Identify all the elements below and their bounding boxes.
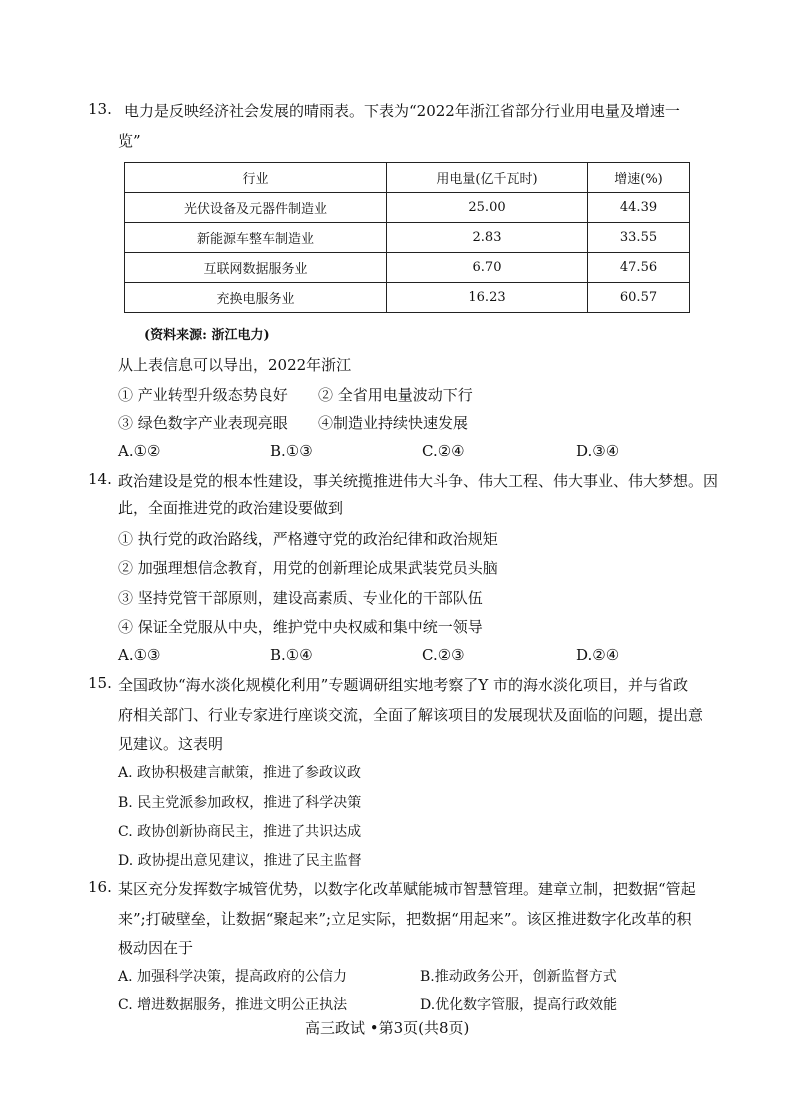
question-number: 13.	[88, 100, 112, 118]
statement-4: ④ 保证全党服从中央，维护党中央权威和集中统一领导	[118, 618, 483, 636]
option-d[interactable]: D.②④	[576, 646, 620, 664]
question-stem-cont: 府相关部门、行业专家进行座谈交流，全面了解该项目的发展现状及面临的问题，提出意	[118, 706, 704, 724]
option-b[interactable]: B.①③	[270, 442, 313, 460]
option-d[interactable]: D.③④	[576, 442, 620, 460]
question-stem-cont: 来”;打破壁垒，让数据“聚起来”;立足实际，把数据“用起来”。该区推进数字化改革的积	[118, 910, 692, 928]
table-header-row	[125, 163, 690, 193]
table-cell: 60.57	[588, 283, 690, 313]
table-cell: 25.00	[387, 193, 588, 223]
table-cell: 互联网数据服务业	[125, 253, 387, 283]
statement-3: ③ 坚持党管干部原则，建设高素质、专业化的干部队伍	[118, 589, 483, 607]
table-row	[125, 253, 690, 283]
data-source: (资料来源: 浙江电力)	[144, 328, 270, 343]
option-b[interactable]: B.①④	[270, 646, 313, 664]
question-number: 14.	[88, 470, 112, 488]
option-c[interactable]: C.②③	[422, 646, 465, 664]
table-cell: 47.56	[588, 253, 690, 283]
question-stem-cont: 极动因在于	[118, 939, 194, 957]
table-cell: 16.23	[387, 283, 588, 313]
electricity-table	[124, 162, 690, 313]
option-b[interactable]: B.推动政务公开，创新监督方式	[420, 969, 617, 985]
option-d[interactable]: D.优化数字管服，提高行政效能	[420, 997, 618, 1013]
question-stem: 某区充分发挥数字城管优势，以数字化改革赋能城市智慧管理。建章立制，把数据“管起	[118, 880, 696, 898]
option-a[interactable]: A. 加强科学决策，提高政府的公信力	[118, 969, 348, 985]
option-a[interactable]: A. 政协积极建言献策，推进了参政议政	[118, 765, 362, 781]
question-number: 16.	[88, 878, 112, 896]
option-c[interactable]: C.②④	[422, 442, 465, 460]
table-cell: 光伏设备及元器件制造业	[125, 193, 387, 223]
option-a[interactable]: A.①③	[118, 646, 161, 664]
option-d[interactable]: D. 政协提出意见建议，推进了民主监督	[118, 853, 362, 869]
question-stem: 政治建设是党的根本性建设，事关统揽推进伟大斗争、伟大工程、伟大事业、伟大梦想。因	[118, 472, 719, 490]
question-stem-cont: 见建议。这表明	[118, 735, 224, 753]
table-row	[125, 223, 690, 253]
table-cell: 44.39	[588, 193, 690, 223]
page-footer: 高三政试 •第3页(共8页)	[305, 1019, 470, 1037]
table-cell: 充换电服务业	[125, 283, 387, 313]
statement-3: ③ 绿色数字产业表现亮眼	[118, 414, 288, 432]
option-b[interactable]: B. 民主党派参加政权，推进了科学决策	[118, 795, 362, 811]
column-header: 行业	[125, 163, 387, 193]
option-c[interactable]: C. 增进数据服务，推进文明公正执法	[118, 997, 348, 1013]
column-header: 用电量(亿千瓦时)	[387, 163, 588, 193]
table-row	[125, 283, 690, 313]
option-a[interactable]: A.①②	[118, 442, 161, 460]
question-stem: 电力是反映经济社会发展的晴雨表。下表为“2022年浙江省部分行业用电量及增速一	[124, 102, 680, 120]
question-stem-cont: 览”	[118, 132, 141, 150]
question-number: 15.	[88, 674, 112, 692]
option-c[interactable]: C. 政协创新协商民主，推进了共识达成	[118, 824, 362, 840]
statement-4: ④制造业持续快速发展	[318, 414, 469, 432]
statement-1: ① 执行党的政治路线，严格遵守党的政治纪律和政治规矩	[118, 530, 498, 548]
table-row	[125, 193, 690, 223]
question-lead: 从上表信息可以导出，2022年浙江	[118, 356, 352, 374]
column-header: 增速(%)	[588, 163, 690, 193]
table-cell: 33.55	[588, 223, 690, 253]
table-cell: 6.70	[387, 253, 588, 283]
question-stem-cont: 此，全面推进党的政治建设要做到	[118, 499, 344, 517]
table-cell: 新能源车整车制造业	[125, 223, 387, 253]
statement-2: ② 全省用电量波动下行	[318, 386, 473, 404]
statement-1: ① 产业转型升级态势良好	[118, 386, 288, 404]
statement-2: ② 加强理想信念教育，用党的创新理论成果武装党员头脑	[118, 559, 498, 577]
question-stem: 全国政协“海水淡化规模化利用”专题调研组实地考察了Y 市的海水淡化项目，并与省政	[118, 676, 689, 694]
table-cell: 2.83	[387, 223, 588, 253]
